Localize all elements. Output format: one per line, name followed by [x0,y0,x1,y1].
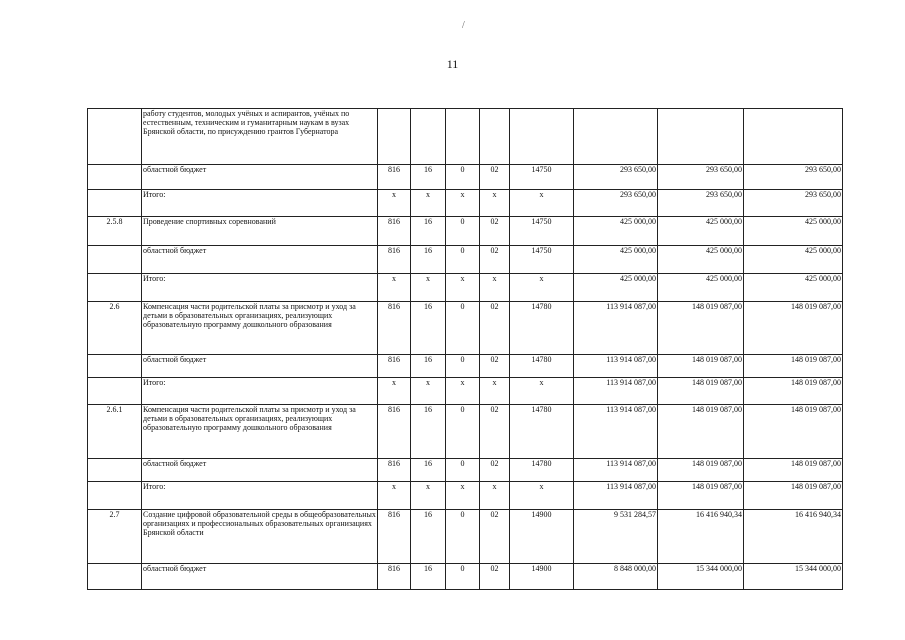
row-name: областной бюджет [142,165,378,190]
code-section: 16 [411,405,446,459]
amount-year-1: 113 914 087,00 [574,302,658,355]
code-subprogram: х [480,378,510,405]
code-ministry: х [378,378,411,405]
code-subprogram: 02 [480,510,510,564]
row-name: областной бюджет [142,246,378,274]
code-section: 16 [411,165,446,190]
row-name: Компенсация части родительской платы за присмотр и уход за детьми в образовательных организациях, реализующих образовательную программу дошкольного образования [142,302,378,355]
code-section: 16 [411,246,446,274]
row-number: 2.6 [88,302,142,355]
code-ministry [378,109,411,165]
row-name: Проведение спортивных соревнований [142,217,378,246]
code-ministry: 816 [378,217,411,246]
code-subprogram: 02 [480,302,510,355]
row-name: Создание цифровой образовательной среды в общеобразовательных организациях и профессиональных образовательных организациях Брянской области [142,510,378,564]
amount-year-3: 293 650,00 [744,190,843,217]
code-ministry: х [378,482,411,510]
amount-year-2: 425 000,00 [658,274,744,302]
code-subprogram: 02 [480,459,510,482]
table-row [88,459,843,482]
code-section [411,109,446,165]
amount-year-2: 148 019 087,00 [658,302,744,355]
code-section: 16 [411,217,446,246]
amount-year-3: 148 019 087,00 [744,459,843,482]
budget-table [87,108,843,590]
code-section: 16 [411,510,446,564]
amount-year-1: 293 650,00 [574,190,658,217]
table-row [88,165,843,190]
amount-year-1: 113 914 087,00 [574,459,658,482]
code-program: 0 [446,165,480,190]
row-name: работу студентов, молодых учёных и аспирантов, учёных по естественным, техническим и гуманитарным наукам в вузах Брянской области, по присуждению грантов Губернатора [142,109,378,165]
amount-year-3: 148 019 087,00 [744,302,843,355]
row-name: Итого: [142,190,378,217]
amount-year-2: 425 000,00 [658,217,744,246]
code-direction: 14900 [510,510,574,564]
amount-year-3: 425 000,00 [744,217,843,246]
row-number: 2.5.8 [88,217,142,246]
row-name: Компенсация части родительской платы за присмотр и уход за детьми в образовательных организациях, реализующих образовательную программу дошкольного образования [142,405,378,459]
row-number [88,165,142,190]
amount-year-2: 16 416 940,34 [658,510,744,564]
row-name: областной бюджет [142,355,378,378]
table-row [88,190,843,217]
amount-year-2 [658,109,744,165]
code-program: 0 [446,217,480,246]
code-ministry: 816 [378,405,411,459]
row-name: Итого: [142,378,378,405]
code-program [446,109,480,165]
row-name: областной бюджет [142,459,378,482]
code-program: х [446,190,480,217]
table-row [88,564,843,590]
code-subprogram: х [480,190,510,217]
code-subprogram: 02 [480,246,510,274]
row-number [88,109,142,165]
amount-year-1: 293 650,00 [574,165,658,190]
code-ministry: 816 [378,459,411,482]
code-subprogram: 02 [480,217,510,246]
amount-year-2: 293 650,00 [658,165,744,190]
amount-year-3: 148 019 087,00 [744,378,843,405]
code-section: х [411,482,446,510]
amount-year-3: 148 019 087,00 [744,405,843,459]
code-subprogram: 02 [480,165,510,190]
code-program: х [446,274,480,302]
code-program: х [446,378,480,405]
table-row [88,274,843,302]
code-subprogram: 02 [480,355,510,378]
code-section: 16 [411,564,446,590]
amount-year-1: 425 000,00 [574,274,658,302]
code-direction: х [510,378,574,405]
code-ministry: 816 [378,510,411,564]
amount-year-1: 425 000,00 [574,246,658,274]
code-ministry: х [378,274,411,302]
row-number [88,459,142,482]
table-row [88,510,843,564]
row-number [88,482,142,510]
table-row [88,246,843,274]
code-ministry: х [378,190,411,217]
amount-year-3: 148 019 087,00 [744,355,843,378]
table-row [88,217,843,246]
table-row [88,302,843,355]
code-program: 0 [446,405,480,459]
code-direction: 14780 [510,355,574,378]
amount-year-2: 148 019 087,00 [658,378,744,405]
code-direction: х [510,190,574,217]
amount-year-1: 425 000,00 [574,217,658,246]
code-subprogram: 02 [480,405,510,459]
code-direction: 14780 [510,405,574,459]
code-ministry: 816 [378,302,411,355]
row-number [88,246,142,274]
code-program: 0 [446,459,480,482]
table-row [88,355,843,378]
amount-year-2: 425 000,00 [658,246,744,274]
code-program: 0 [446,355,480,378]
amount-year-2: 148 019 087,00 [658,355,744,378]
amount-year-3: 425 000,00 [744,274,843,302]
amount-year-1: 9 531 284,57 [574,510,658,564]
code-ministry: 816 [378,246,411,274]
row-name: областной бюджет [142,564,378,590]
amount-year-1: 113 914 087,00 [574,378,658,405]
code-section: 16 [411,302,446,355]
code-section: 16 [411,355,446,378]
amount-year-2: 15 344 000,00 [658,564,744,590]
amount-year-1: 113 914 087,00 [574,482,658,510]
table-row [88,405,843,459]
code-ministry: 816 [378,355,411,378]
row-number [88,274,142,302]
code-subprogram [480,109,510,165]
code-ministry: 816 [378,165,411,190]
code-direction: 14750 [510,165,574,190]
row-name: Итого: [142,482,378,510]
code-subprogram: 02 [480,564,510,590]
code-direction: 14780 [510,459,574,482]
code-program: 0 [446,564,480,590]
amount-year-2: 148 019 087,00 [658,459,744,482]
code-program: 0 [446,510,480,564]
amount-year-2: 148 019 087,00 [658,405,744,459]
amount-year-1: 113 914 087,00 [574,405,658,459]
code-section: 16 [411,459,446,482]
code-direction: 14780 [510,302,574,355]
code-direction: 14750 [510,246,574,274]
code-section: х [411,274,446,302]
amount-year-1 [574,109,658,165]
amount-year-2: 293 650,00 [658,190,744,217]
row-number [88,355,142,378]
amount-year-1: 8 848 000,00 [574,564,658,590]
code-program: х [446,482,480,510]
row-number [88,564,142,590]
row-number: 2.7 [88,510,142,564]
code-program: 0 [446,302,480,355]
amount-year-1: 113 914 087,00 [574,355,658,378]
amount-year-3: 425 000,00 [744,246,843,274]
code-direction: х [510,274,574,302]
amount-year-3: 16 416 940,34 [744,510,843,564]
code-direction: 14900 [510,564,574,590]
code-direction [510,109,574,165]
table-row [88,109,843,165]
row-name: Итого: [142,274,378,302]
code-ministry: 816 [378,564,411,590]
code-subprogram: х [480,482,510,510]
amount-year-2: 148 019 087,00 [658,482,744,510]
table-row [88,482,843,510]
page-number: 11 [446,57,459,71]
amount-year-3: 293 650,00 [744,165,843,190]
amount-year-3 [744,109,843,165]
code-section: х [411,190,446,217]
code-direction: 14750 [510,217,574,246]
amount-year-3: 15 344 000,00 [744,564,843,590]
amount-year-3: 148 019 087,00 [744,482,843,510]
row-number [88,378,142,405]
pen-mark: / [462,20,465,31]
row-number [88,190,142,217]
table-row [88,378,843,405]
code-section: х [411,378,446,405]
row-number: 2.6.1 [88,405,142,459]
code-program: 0 [446,246,480,274]
code-direction: х [510,482,574,510]
code-subprogram: х [480,274,510,302]
